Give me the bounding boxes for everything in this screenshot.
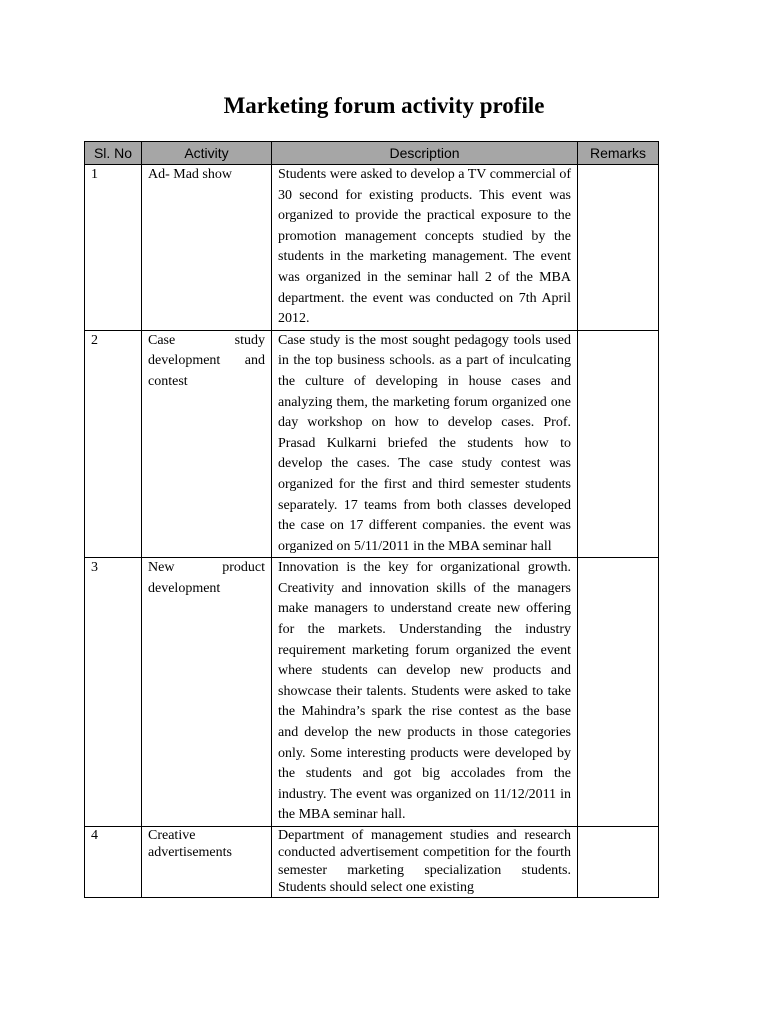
table-row — [85, 165, 659, 331]
cell-activity: New product development — [142, 558, 272, 827]
header-sl-no: Sl. No — [85, 142, 142, 165]
activity-table — [84, 141, 659, 898]
header-activity: Activity — [142, 142, 272, 165]
cell-description: Case study is the most sought pedagogy tools used in the top business schools. as a part of inculcating the culture of developing in house cases and analyzing them, the marketing forum organized one day workshop on how to develop cases. Prof. Prasad Kulkarni briefed the students how to develop the cases. The case study contest was organized for the first and third semester students separately. 17 teams from both classes developed the case on 17 different companies. the event was organized on 5/11/2011 in the MBA seminar hall — [272, 330, 578, 558]
table-row — [85, 827, 659, 898]
page-title: Marketing forum activity profile — [223, 93, 545, 118]
table-row — [85, 558, 659, 827]
cell-remarks — [578, 558, 659, 827]
header-description: Description — [272, 142, 578, 165]
cell-activity: Creative advertisements — [142, 827, 272, 898]
header-remarks: Remarks — [578, 142, 659, 165]
cell-sl-no: 1 — [85, 165, 142, 331]
cell-remarks — [578, 330, 659, 558]
cell-remarks — [578, 827, 659, 898]
cell-activity: Ad- Mad show — [142, 165, 272, 331]
cell-description: Students were asked to develop a TV commercial of 30 second for existing products. This event was organized to provide the practical exposure to the promotion management concepts studied by the students in the marketing management. The event was organized in the seminar hall 2 of the MBA department. the event was conducted on 7th April 2012. — [272, 165, 578, 331]
cell-description: Innovation is the key for organizational growth. Creativity and innovation skills of the managers make managers to understand create new offering for the markets. Understanding the industry requirement marketing forum organized the event where students can develop new products and showcase their talents. Students were asked to take the Mahindra’s spark the rise contest as the base and develop the new products in those categories only. Some interesting products were developed by the students and got big accolades from the industry. The event was organized on 11/12/2011 in the MBA seminar hall. — [272, 558, 578, 827]
cell-activity: Case study development and contest — [142, 330, 272, 558]
cell-sl-no: 4 — [85, 827, 142, 898]
table-header-row — [85, 142, 659, 165]
cell-description: Department of management studies and research conducted advertisement competition for the fourth semester marketing specialization students. Students should select one existing — [272, 827, 578, 898]
cell-sl-no: 2 — [85, 330, 142, 558]
table-row — [85, 330, 659, 558]
cell-remarks — [578, 165, 659, 331]
cell-sl-no: 3 — [85, 558, 142, 827]
